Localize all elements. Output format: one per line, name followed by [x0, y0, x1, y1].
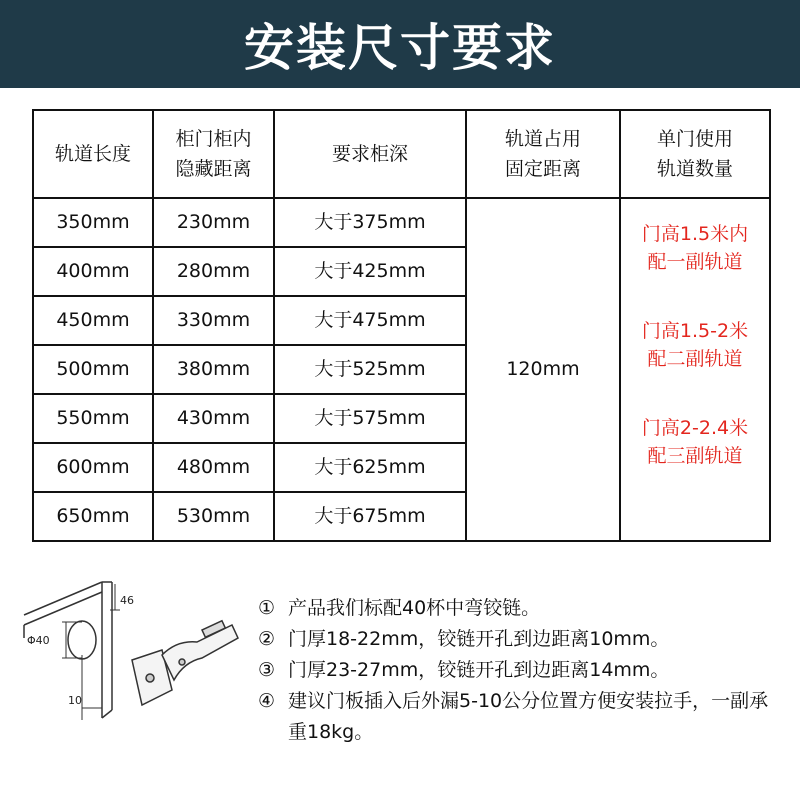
note-text: 门厚23-27mm，铰链开孔到边距离14mm。: [288, 659, 670, 681]
cell-hidden: 530mm: [153, 492, 274, 541]
header-banner: [0, 0, 800, 88]
dim-label-46: 46: [120, 594, 134, 607]
cell-length: 650mm: [33, 492, 153, 541]
hinge-diagram: [22, 580, 242, 730]
cell-length: 450mm: [33, 296, 153, 345]
quantity-group-2: 门高1.5-2米 配二副轨道: [641, 320, 749, 370]
cell-fixed-distance: 120mm: [466, 198, 620, 541]
cell-length: 550mm: [33, 394, 153, 443]
cell-hidden: 330mm: [153, 296, 274, 345]
dim-label-10: 10: [68, 694, 82, 707]
cell-hidden: 380mm: [153, 345, 274, 394]
spec-table: [32, 109, 771, 542]
dim-label-40: Φ40: [27, 634, 50, 647]
header-fixed-distance: 轨道占用 固定距离: [466, 110, 620, 198]
cell-depth: 大于675mm: [274, 492, 466, 541]
table-row: [33, 198, 770, 247]
note-number: ②: [258, 628, 276, 650]
note-text: 门厚18-22mm，铰链开孔到边距离10mm。: [288, 628, 670, 650]
cell-track-quantity: [620, 198, 770, 541]
cell-depth: 大于525mm: [274, 345, 466, 394]
quantity-group-1: 门高1.5米内 配一副轨道: [641, 223, 749, 273]
cell-depth: 大于625mm: [274, 443, 466, 492]
cell-depth: 大于375mm: [274, 198, 466, 247]
hinge-icon: [132, 621, 238, 705]
header-track-length: 轨道长度: [33, 110, 153, 198]
cell-length: 400mm: [33, 247, 153, 296]
page-title: 安装尺寸要求: [244, 19, 556, 77]
note-number: ④: [258, 690, 276, 712]
note-text: 产品我们标配40杯中弯铰链。: [288, 597, 541, 619]
cell-length: 600mm: [33, 443, 153, 492]
cell-length: 500mm: [33, 345, 153, 394]
note-text: 建议门板插入后外漏5-10公分位置方便安装拉手，一副承重18kg。: [288, 690, 769, 743]
cell-length: 350mm: [33, 198, 153, 247]
header-track-quantity: 单门使用 轨道数量: [620, 110, 770, 198]
note-item: [258, 593, 778, 624]
note-item: [258, 624, 778, 655]
header-cabinet-depth: 要求柜深: [274, 110, 466, 198]
note-item: [258, 655, 778, 686]
cell-depth: 大于575mm: [274, 394, 466, 443]
cell-hidden: 280mm: [153, 247, 274, 296]
table-header-row: [33, 110, 770, 198]
note-item: [258, 686, 778, 748]
header-hidden-distance: 柜门柜内 隐藏距离: [153, 110, 274, 198]
quantity-group-3: 门高2-2.4米 配三副轨道: [641, 417, 749, 467]
note-number: ③: [258, 659, 276, 681]
cell-hidden: 230mm: [153, 198, 274, 247]
cell-depth: 大于475mm: [274, 296, 466, 345]
cell-hidden: 480mm: [153, 443, 274, 492]
install-notes: [258, 593, 778, 748]
cell-hidden: 430mm: [153, 394, 274, 443]
cell-depth: 大于425mm: [274, 247, 466, 296]
cup-hole-icon: [68, 621, 96, 659]
note-number: ①: [258, 597, 276, 619]
